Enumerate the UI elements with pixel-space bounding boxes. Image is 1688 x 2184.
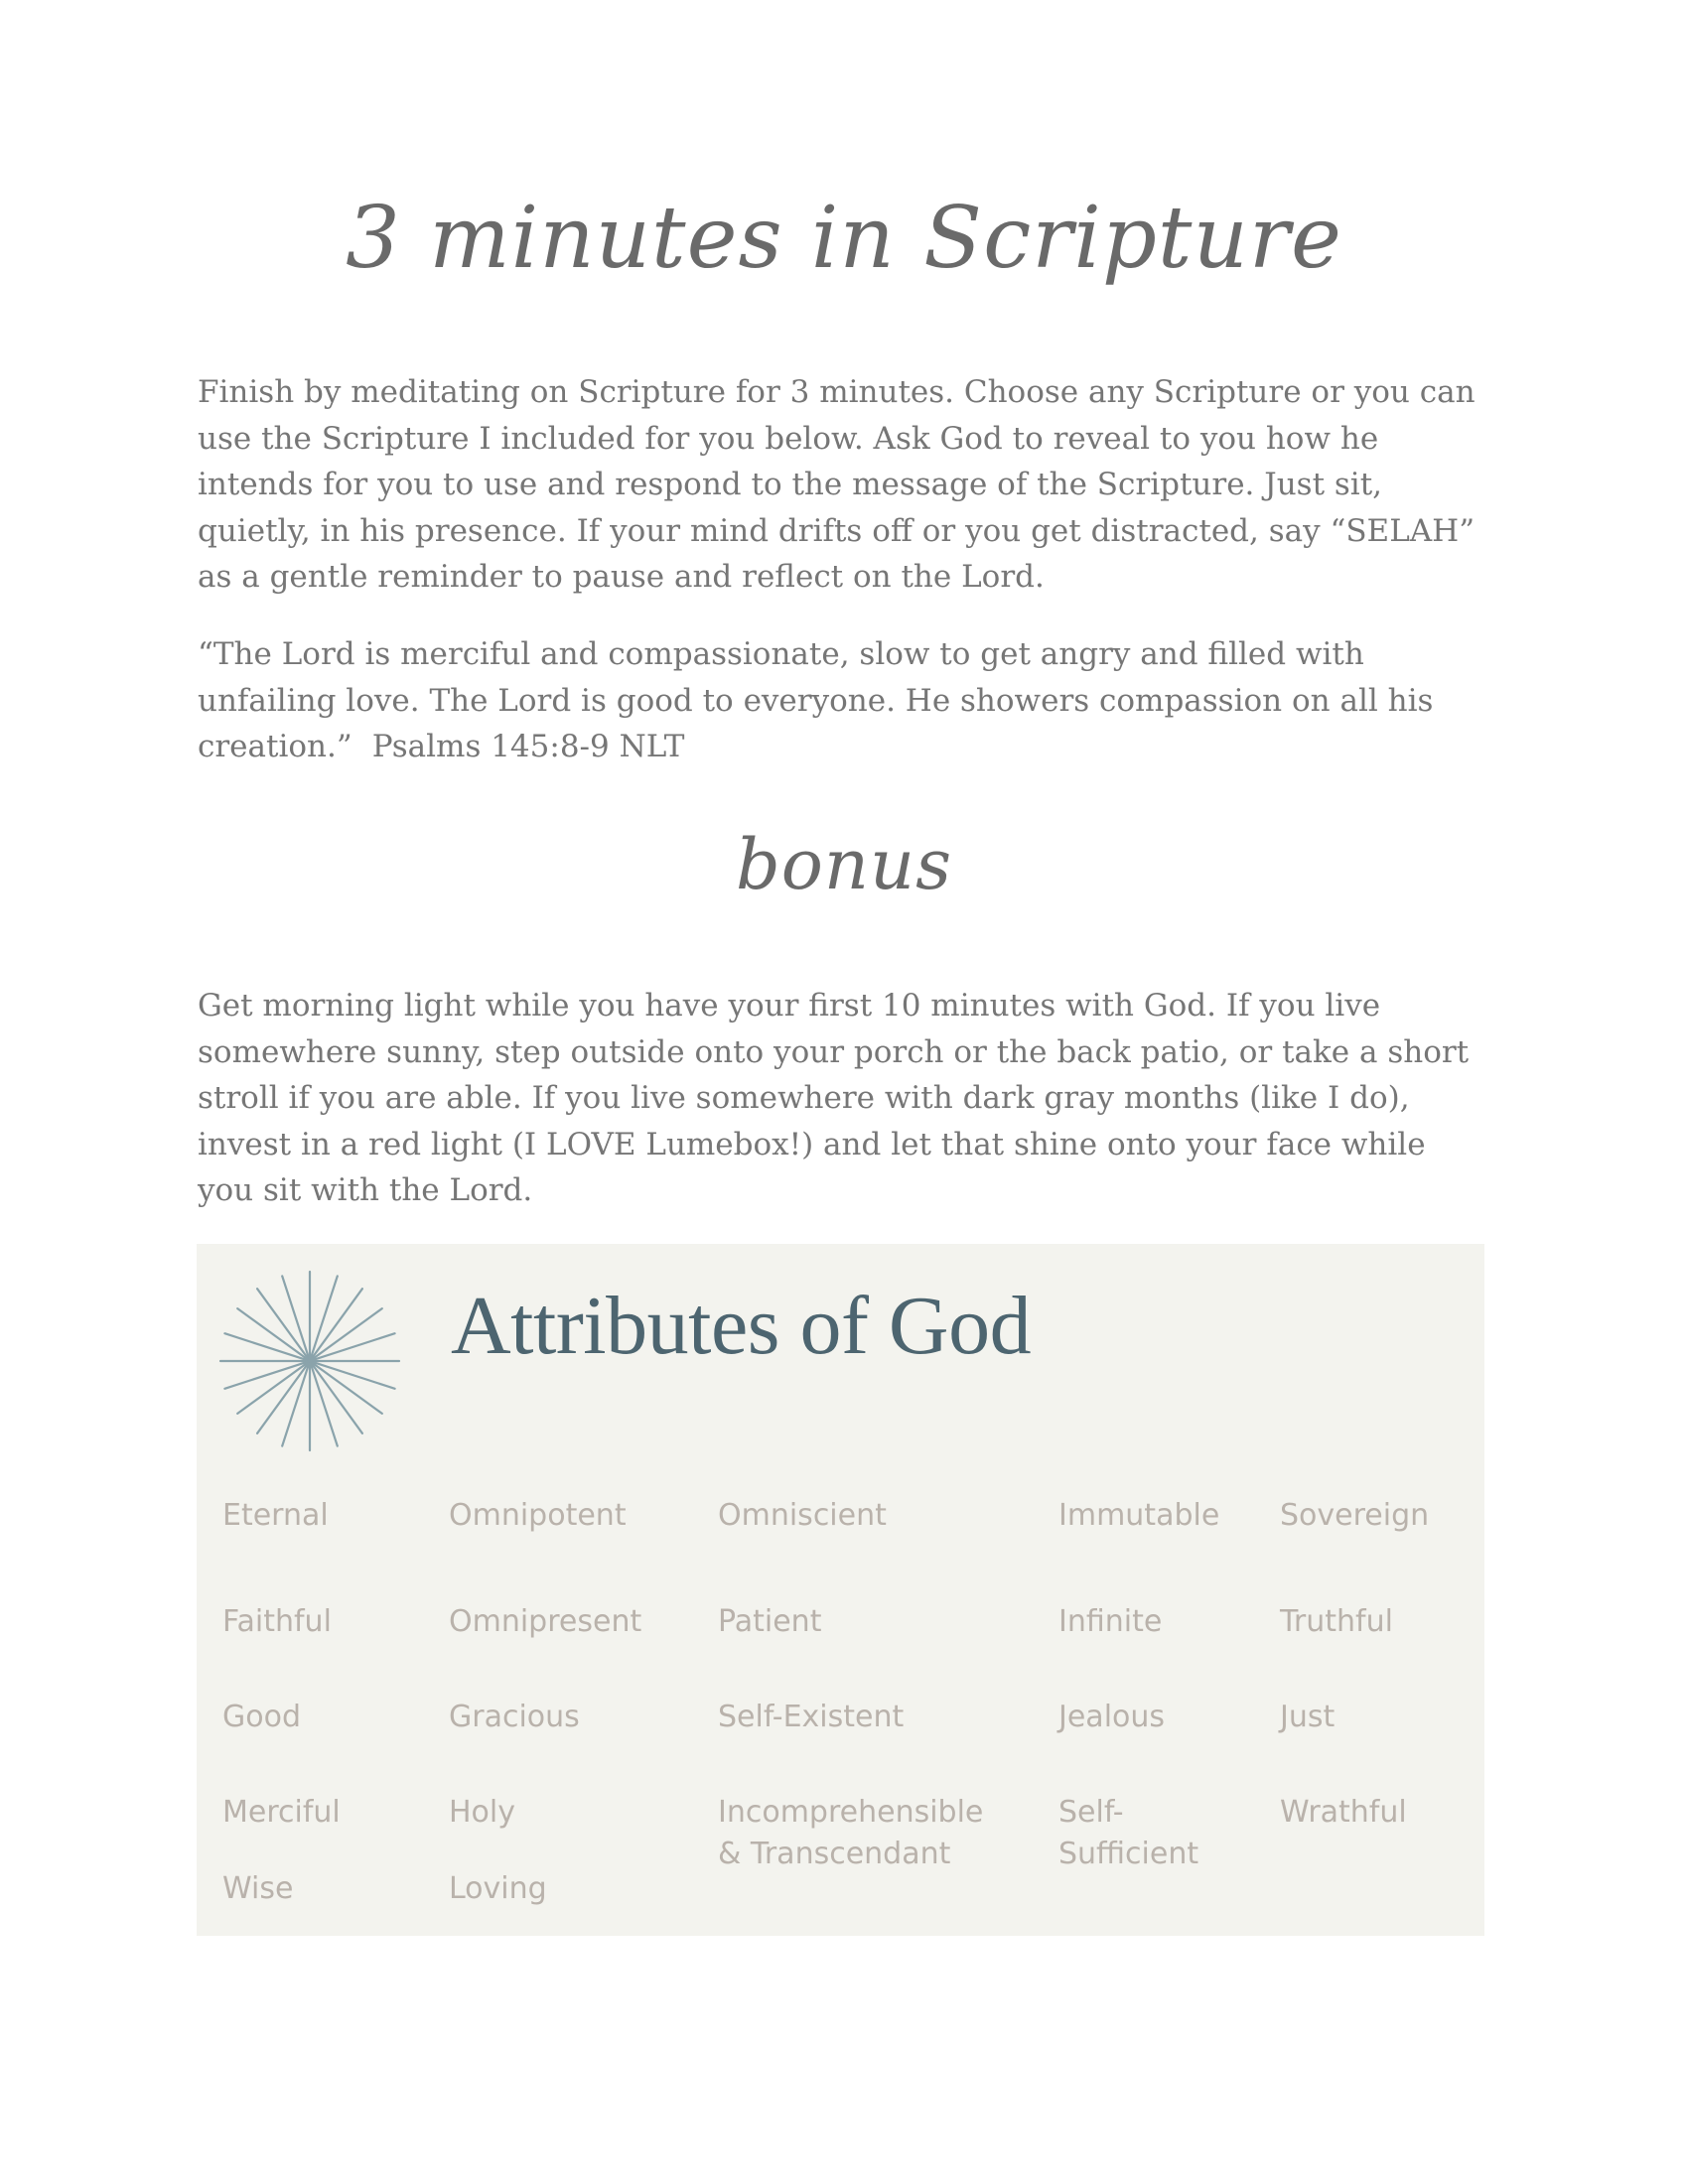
attribute-item: Self-Existent bbox=[718, 1700, 905, 1734]
attribute-item: Faithful bbox=[222, 1604, 332, 1639]
verse-text: “The Lord is merciful and compassionate, slow to get angry and filled with unfailing love. The Lord is good to everyone. He showers compassion on all his creation.” bbox=[198, 636, 1434, 764]
bonus-heading: bonus bbox=[735, 824, 953, 905]
verse-reference: Psalms 145:8-9 NLT bbox=[371, 729, 685, 764]
attribute-item: Omnipresent bbox=[449, 1604, 642, 1639]
page-title: 3 minutes in Scripture bbox=[346, 189, 1342, 288]
attribute-item: Holy bbox=[449, 1795, 516, 1830]
attribute-item: Wise bbox=[222, 1871, 294, 1906]
attribute-item: Sovereign bbox=[1280, 1498, 1430, 1533]
attribute-item: Merciful bbox=[222, 1795, 341, 1830]
attribute-item: Loving bbox=[449, 1871, 547, 1906]
attributes-title: Attributes of God bbox=[451, 1280, 1032, 1372]
scripture-verse bbox=[198, 631, 1488, 770]
attribute-item: Just bbox=[1280, 1700, 1336, 1734]
attribute-item: Eternal bbox=[222, 1498, 329, 1533]
starburst-icon bbox=[218, 1270, 401, 1452]
attribute-item: Wrathful bbox=[1280, 1795, 1407, 1830]
attributes-panel bbox=[197, 1244, 1484, 1936]
attribute-item: Good bbox=[222, 1700, 301, 1734]
attribute-item: Patient bbox=[718, 1604, 822, 1639]
attribute-item: Jealous bbox=[1058, 1700, 1166, 1734]
attribute-item: Self-Sufficient bbox=[1058, 1795, 1199, 1871]
bonus-paragraph: Get morning light while you have your first 10 minutes with God. If you live somewhere sunny, step outside onto your porch or the back patio, or take a short stroll if you are able. If you live somewhere with dark gray months (like I do), invest in a red light (I LOVE Lumebox!) and let that shine onto your face while you sit with the Lord. bbox=[198, 988, 1470, 1208]
attribute-item: Immutable bbox=[1058, 1498, 1220, 1533]
attribute-item: Incomprehensible & Transcendant bbox=[718, 1795, 984, 1871]
attribute-item: Gracious bbox=[449, 1700, 580, 1734]
attribute-item: Infinite bbox=[1058, 1604, 1163, 1639]
intro-paragraph: Finish by meditating on Scripture for 3 minutes. Choose any Scripture or you can use the Scripture I included for you below. Ask God to reveal to you how he intends for you to use and respond to the message of the Scripture. Just sit, quietly, in his presence. If your mind drifts off or you get distracted, say “SELAH” as a gentle reminder to pause and reflect on the Lord. bbox=[198, 374, 1476, 595]
attribute-item: Truthful bbox=[1280, 1604, 1393, 1639]
attribute-item: Omnipotent bbox=[449, 1498, 627, 1533]
attribute-item: Omniscient bbox=[718, 1498, 887, 1533]
